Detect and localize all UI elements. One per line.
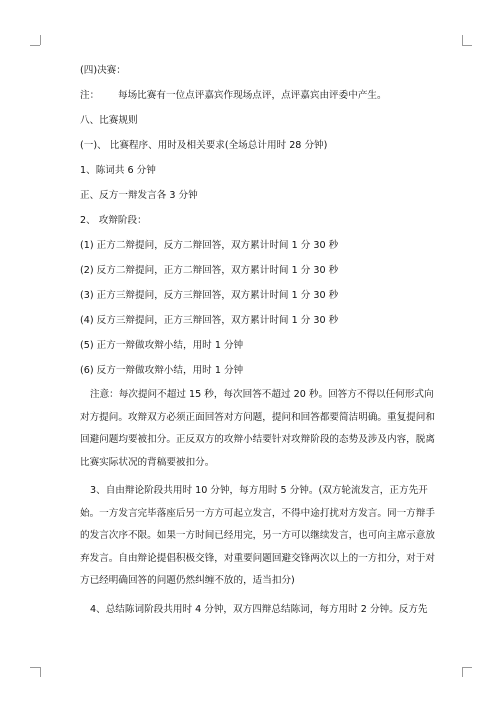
paragraph-closing <box>80 599 428 622</box>
item-opening-statement: 1、陈词共 6 分钟 <box>80 165 156 176</box>
paragraph-line: 弃发言。自由辩论提倡积极交锋，对重要问题回避交锋两次以上的一方扣分，对于对 <box>80 552 435 564</box>
note-label: 注： <box>80 90 100 101</box>
note-text: 每场比赛有一位点评嘉宾作现场点评，点评嘉宾由评委中产生。 <box>118 90 387 101</box>
section-final-heading: (四)决赛： <box>80 65 126 76</box>
paragraph-line: 方已经明确回答的问题仍然纠缠不放的，适当扣分) <box>80 575 295 586</box>
cross-exam-item-2: (2) 反方二辩提问，正方二辩回答，双方累计时间 1 分 30 秒 <box>80 265 339 276</box>
section-rules-heading: 八、比赛规则 <box>80 115 138 126</box>
crop-mark-top-right-v <box>462 35 463 45</box>
cross-exam-item-6: (6) 反方一辩做攻辩小结，用时 1 分钟 <box>80 365 244 376</box>
paragraph-line: 的发言次序不限。如果一方时间已经用完，另一方可以继续发言，也可向主席示意放 <box>80 530 435 541</box>
cross-exam-item-1: (1) 正方二辩提问，反方二辩回答，双方累计时间 1 分 30 秒 <box>80 240 339 251</box>
crop-mark-top-left-h <box>30 45 40 46</box>
item-first-speaker: 正、反方一辩发言各 3 分钟 <box>80 190 198 201</box>
cross-exam-item-5: (5) 正方一辩做攻辩小结，用时 1 分钟 <box>80 340 244 351</box>
paragraph-line: 注意：每次提问不超过 15 秒，每次回答不超过 20 秒。回答方不得以任何形式向 <box>90 389 434 400</box>
paragraph-line: 4、总结陈词阶段共用时 4 分钟，双方四辩总结陈词，每方用时 2 分钟。反方先 <box>90 603 428 615</box>
paragraph-line: 始。一方发言完毕落座后另一方方可起立发言，不得中途打扰对方发言。同一方辩手 <box>80 507 435 519</box>
cross-exam-item-4: (4) 反方三辩提问，正方三辩回答，双方累计时间 1 分 30 秒 <box>80 315 339 326</box>
crop-mark-bottom-right-v <box>462 667 463 677</box>
crop-mark-top-left-v <box>40 35 41 45</box>
paragraph-free-debate <box>80 480 435 593</box>
note-line <box>80 89 425 103</box>
crop-mark-bottom-right-h <box>462 667 472 668</box>
item-cross-exam-heading: 2、 攻辩阶段： <box>80 215 147 226</box>
crop-mark-top-right-h <box>462 45 472 46</box>
paragraph-line: 对方提问。攻辩双方必须正面回答对方问题，提问和回答都要简洁明确。重复提问和 <box>80 411 435 423</box>
paragraph-line: 比赛实际状况的背稿要被扣分。 <box>80 456 215 468</box>
subsection-procedure-heading: (一)、 比赛程序、用时及相关要求(全场总计用时 28 分钟) <box>80 140 328 151</box>
cross-exam-item-3: (3) 正方三辩提问，反方三辩回答，双方累计时间 1 分 30 秒 <box>80 290 339 301</box>
crop-mark-bottom-left-v <box>40 667 41 677</box>
crop-mark-bottom-left-h <box>30 667 40 668</box>
document-body <box>80 64 435 621</box>
paragraph-line: 回避问题均要被扣分。正反双方的攻辩小结要针对攻辩阶段的态势及涉及内容，脱离 <box>80 434 435 445</box>
paragraph-line: 3、自由辩论阶段共用时 10 分钟，每方用时 5 分钟。(双方轮流发言，正方先开 <box>90 485 428 496</box>
paragraph-attention <box>80 384 435 474</box>
